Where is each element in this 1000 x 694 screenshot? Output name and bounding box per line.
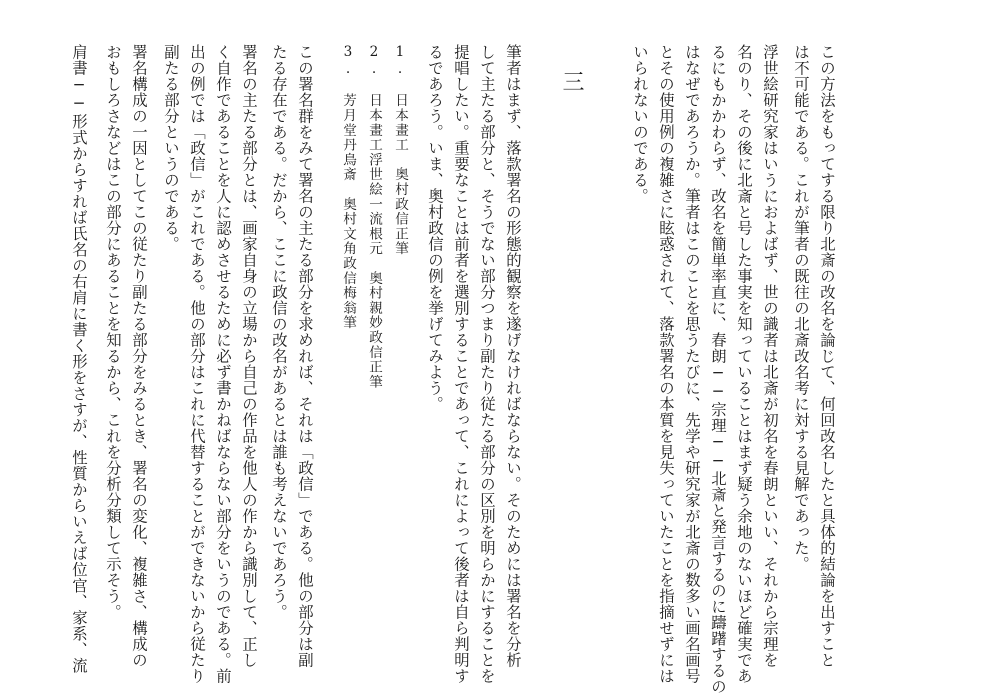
text-column: るであろう。いま、奥村政信の例を挙げてみよう。 [426, 44, 444, 412]
section-heading: 三 [559, 70, 584, 93]
signature-example-item: 3. 芳月堂丹鳥斎 奥村文角政信梅翁筆 [340, 44, 356, 330]
text-column: して主たる部分と、そうでない部分つまり副たり従たる部分の区別を明らかにすることを [478, 44, 496, 684]
text-column: 筆者はまず、落款署名の形態的観察を遂げなければならない。そのためには署名を分析 [504, 44, 522, 668]
text-column: は不可能である。これが筆者の既往の北斎改名考に対する見解であった。 [792, 44, 810, 572]
text-column: 肩書──形式からすれば氏名の右肩に書く形をさすが、性質からいえば位官、家系、流 [70, 44, 88, 674]
text-column: 出の例では「政信」がこれである。他の部分はこれに代替することができないから従たり [188, 44, 206, 684]
text-column: はなぜであろうか。筆者はこのことを思うたびに、先学や研究家が北斎の数多い画名画号 [683, 44, 701, 684]
text-column: 浮世絵研究家はいうにおよばず、世の識者は北斎が初名を春朗といい、それから宗理を [761, 44, 779, 668]
text-column: 副たる部分というのである。 [162, 44, 180, 252]
text-column: 署名構成の一因としてこの従たり副たる部分をみるとき、署名の変化、複雑さ、構成の [130, 44, 148, 668]
text-column: とその使用例の複雑さに眩惑されて、落款署名の本質を見失っていたことを指摘せずには [657, 44, 675, 684]
text-column: この方法をもってする限り北斎の改名を論じて、何回改名したと具体的結論を出すこと [818, 44, 836, 668]
text-column: るにもかかわらず、改名を簡単率直に、春朗──宗理──北斎と発言するのに躊躇するの [709, 44, 727, 694]
text-column: 署名の主たる部分とは、画家自身の立場から自己の作品を他人の作から識別して、正し [240, 44, 258, 668]
text-column: 提唱したい。重要なことは前者を選別することであって、これによって後者は自ら判明す [452, 44, 470, 684]
text-column: いられないのである。 [631, 44, 649, 204]
text-column: 名のり、その後に北斎と号した事実を知っていることはまず疑う余地のないほど確実であ [735, 44, 753, 684]
text-column: おもしろさなどはこの部分にあることを知るから、これを分析分類して示そう。 [104, 44, 122, 620]
text-column: たる存在である。だから、ここに政信の改名があるとは誰も考えないであろう。 [270, 44, 288, 620]
signature-example-item: 2. 日本畫工浮世絵一流根元 奥村親妙政信正筆 [366, 44, 382, 390]
signature-example-item: 1. 日本畫工 奥村政信正筆 [392, 44, 408, 256]
text-column: この署名群をみて署名の主たる部分を求めれば、それは「政信」である。他の部分は副 [296, 44, 314, 668]
text-column: く自作であることを人に認めさせるために必ず書かねばならない部分をいうのである。前 [214, 44, 232, 684]
